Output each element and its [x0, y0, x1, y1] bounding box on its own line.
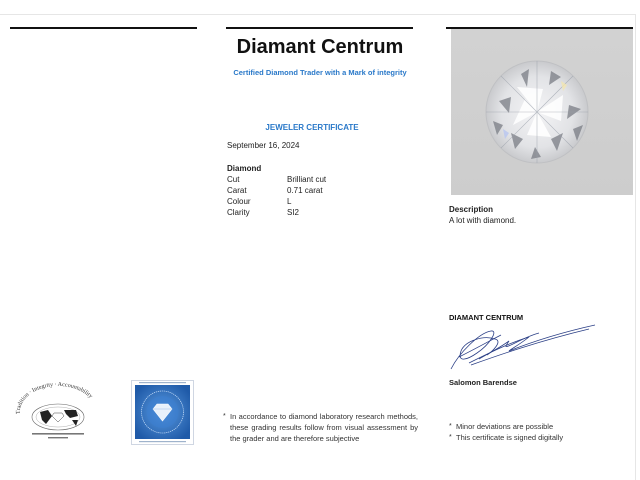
diamond-photo: [451, 29, 633, 195]
grading-disclaimer: [223, 411, 418, 444]
company-tagline: Certified Diamond Trader with a Mark of integrity: [233, 68, 407, 77]
spec-label: Cut: [227, 175, 240, 184]
description-text: A lot with diamond.: [449, 216, 517, 225]
certificate-notes: [449, 421, 629, 443]
note-digital-signature: This certificate is signed digitally: [456, 433, 564, 442]
spec-value: 0.71 carat: [287, 186, 323, 195]
certificate-date: September 16, 2024: [227, 141, 300, 150]
note-deviations: Minor deviations are possible: [456, 422, 554, 431]
spec-label: Clarity: [227, 208, 250, 217]
spec-label: Colour: [227, 197, 251, 206]
description-block: [449, 204, 516, 226]
spec-row-clarity: [227, 207, 387, 218]
spec-row-cut: [227, 174, 387, 185]
spec-value: Brilliant cut: [287, 175, 327, 184]
signer-name: Salomon Barendse: [449, 378, 517, 387]
spec-row-carat: [227, 185, 387, 196]
svg-text:Tradition · Integrity · Accoun: Tradition · Integrity · Accountability: [15, 381, 94, 415]
company-title: Diamant Centrum: [236, 36, 404, 58]
world-federation-logo-icon: [12, 380, 102, 442]
center-column-rule: [226, 27, 413, 29]
bullet-marker: *: [449, 434, 452, 441]
disclaimer-text: In accordance to diamond laboratory research methods, these grading results follow from visual assessment by the grader and are therefore subjective: [230, 412, 418, 443]
diamond-image-icon: [451, 29, 633, 195]
signature-icon: [449, 323, 599, 375]
bullet-marker: *: [449, 423, 452, 430]
diamond-seal-badge-icon: [131, 380, 194, 445]
spec-value: L: [287, 197, 292, 206]
left-column-rule: [10, 27, 197, 29]
certificate-heading: JEWELER CERTIFICATE: [265, 123, 359, 132]
spec-row-colour: [227, 196, 387, 207]
diamond-specs: [227, 163, 387, 218]
description-heading: Description: [449, 205, 494, 214]
signature-company: DIAMANT CENTRUM: [449, 313, 524, 322]
spec-label: Carat: [227, 186, 247, 195]
diamond-section-title: Diamond: [227, 164, 262, 173]
bullet-marker: *: [223, 413, 226, 420]
spec-value: SI2: [287, 208, 300, 217]
